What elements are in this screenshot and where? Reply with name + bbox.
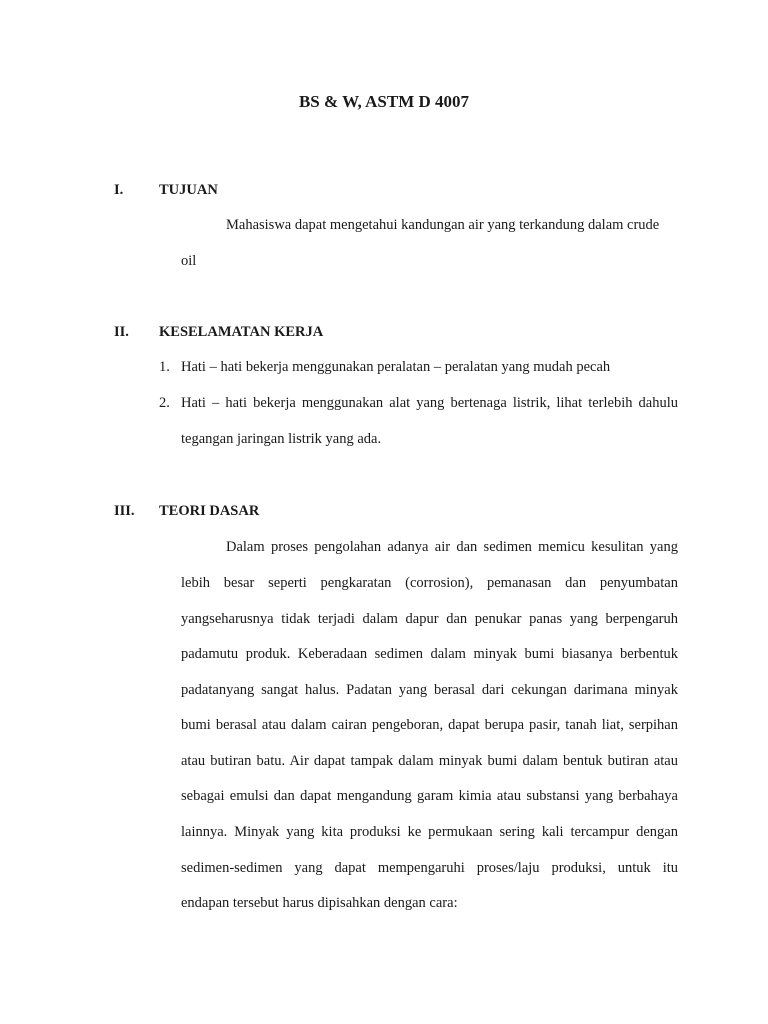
list-item-text: Hati – hati bekerja menggunakan alat yang bertenaga listrik, lihat terlebih dahulu [181, 395, 678, 411]
list-item-number: 1. [159, 359, 170, 375]
list-item-number: 2. [159, 395, 170, 411]
section-number: II. [114, 324, 129, 340]
paragraph-line: sedimen-sedimen yang dapat mempengaruhi proses/laju produksi, untuk itu [181, 860, 678, 876]
paragraph-line: padamutu produk. Keberadaan sedimen dalam minyak bumi biasanya berbentuk [181, 646, 678, 662]
list-item-text: tegangan jaringan listrik yang ada. [181, 431, 382, 447]
paragraph-line: atau butiran batu. Air dapat tampak dalam minyak bumi dalam bentuk butiran atau [181, 753, 678, 769]
paragraph-line: lebih besar seperti pengkaratan (corrosion), pemanasan dan penyumbatan [181, 575, 678, 591]
paragraph-line: yangseharusnya tidak terjadi dalam dapur dan penukar panas yang berpengaruh [181, 611, 678, 627]
paragraph-line: Dalam proses pengolahan adanya air dan sedimen memicu kesulitan yang [226, 539, 678, 555]
paragraph-line: Mahasiswa dapat mengetahui kandungan air yang terkandung dalam crude [226, 217, 660, 233]
list-item-text: Hati – hati bekerja menggunakan peralatan – peralatan yang mudah pecah [181, 359, 611, 375]
paragraph-line: sebagai emulsi dan dapat mengandung garam kimia atau substansi yang berbahaya [181, 788, 678, 804]
paragraph-line: oil [181, 253, 197, 269]
document-title: BS & W, ASTM D 4007 [298, 92, 470, 111]
section-heading: TEORI DASAR [159, 503, 260, 519]
paragraph-line: bumi berasal atau dalam cairan pengeboran, dapat berupa pasir, tanah liat, serpihan [181, 717, 678, 733]
section-heading: KESELAMATAN KERJA [159, 324, 324, 340]
section-number: III. [114, 503, 135, 519]
paragraph-line: padatanyang sangat halus. Padatan yang berasal dari cekungan darimana minyak [181, 682, 678, 698]
paragraph-line: lainnya. Minyak yang kita produksi ke permukaan sering kali tercampur dengan [181, 824, 678, 840]
section-heading: TUJUAN [159, 182, 218, 198]
section-number: I. [114, 182, 124, 198]
paragraph-line: endapan tersebut harus dipisahkan dengan cara: [181, 895, 458, 911]
